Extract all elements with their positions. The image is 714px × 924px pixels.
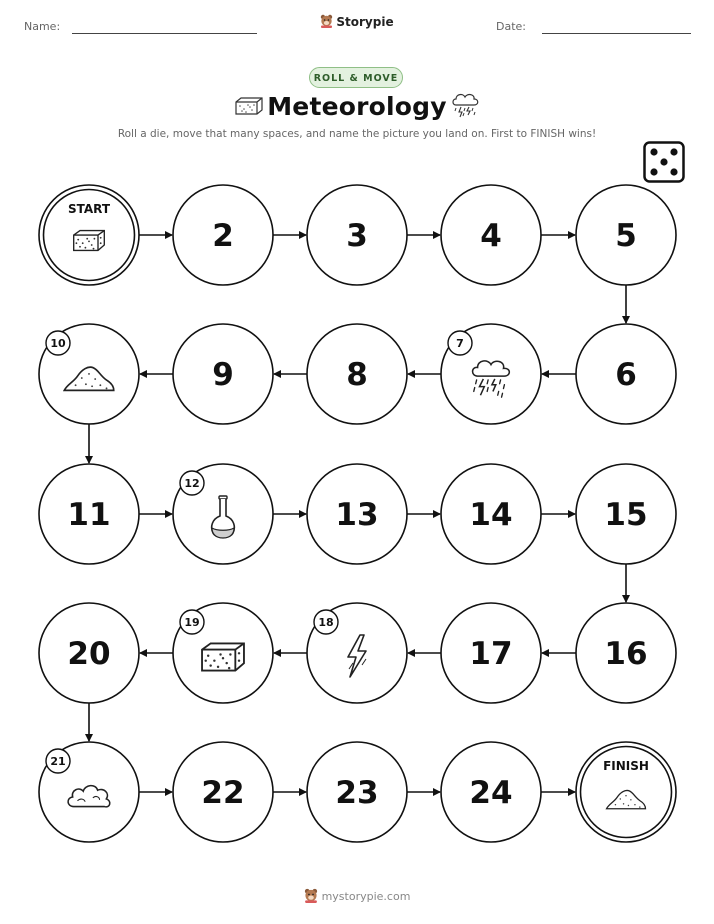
- space-number: 23: [335, 775, 379, 811]
- board-space-19[interactable]: [173, 603, 273, 703]
- game-type-pill: ROLL & MOVE: [309, 67, 403, 88]
- start-label: START: [67, 202, 111, 216]
- sponge-icon: [202, 643, 244, 670]
- space-number: 24: [469, 775, 513, 811]
- space-number: 5: [615, 218, 637, 254]
- name-label: Name:: [24, 20, 61, 33]
- sponge-icon: [74, 231, 105, 251]
- space-number: 16: [604, 636, 648, 672]
- space-number: 7: [456, 337, 464, 350]
- space-number: 22: [201, 775, 245, 811]
- board-space-12[interactable]: [173, 464, 273, 564]
- brand-name: Storypie: [336, 15, 394, 29]
- board-space-1[interactable]: [39, 185, 139, 285]
- board-space-8[interactable]: [307, 324, 407, 424]
- board-space-4[interactable]: [441, 185, 541, 285]
- board-space-13[interactable]: [307, 464, 407, 564]
- board-space-14[interactable]: [441, 464, 541, 564]
- space-number: 3: [346, 218, 368, 254]
- footer-url: mystorypie.com: [321, 890, 411, 903]
- board-space-2[interactable]: [173, 185, 273, 285]
- space-number: 10: [50, 337, 66, 350]
- space-number: 19: [184, 616, 200, 629]
- board-space-15[interactable]: [576, 464, 676, 564]
- board-space-18[interactable]: [307, 603, 407, 703]
- space-number: 8: [346, 357, 368, 393]
- board-space-11[interactable]: [39, 464, 139, 564]
- footer: [0, 888, 714, 906]
- board-space-16[interactable]: [576, 603, 676, 703]
- board-space-6[interactable]: [576, 324, 676, 424]
- board-space-10[interactable]: [39, 324, 139, 424]
- bear-logo-icon: [304, 888, 318, 906]
- space-number: 4: [480, 218, 502, 254]
- space-number: 21: [50, 755, 66, 768]
- space-number: 15: [604, 497, 648, 533]
- space-number: 14: [469, 497, 513, 533]
- date-label: Date:: [496, 20, 526, 33]
- space-number: 17: [469, 636, 513, 672]
- board-space-9[interactable]: [173, 324, 273, 424]
- space-number: 2: [212, 218, 234, 254]
- board-space-3[interactable]: [307, 185, 407, 285]
- board-space-21[interactable]: [39, 742, 139, 842]
- die-icon: [643, 141, 685, 183]
- space-number: 11: [67, 497, 111, 533]
- space-number: 13: [335, 497, 379, 533]
- board-space-7[interactable]: [441, 324, 541, 424]
- instructions-text: Roll a die, move that many spaces, and name the picture you land on. First to FINISH wins!: [117, 128, 597, 140]
- space-number: 18: [318, 616, 334, 629]
- space-number: 9: [212, 357, 234, 393]
- board-space-24[interactable]: [441, 742, 541, 842]
- space-number: 6: [615, 357, 637, 393]
- space-number: 20: [67, 636, 111, 672]
- finish-label: FINISH: [603, 759, 649, 773]
- page-title: Meteorology: [267, 92, 447, 121]
- board-space-20[interactable]: [39, 603, 139, 703]
- space-number: 12: [184, 477, 200, 490]
- board-space-25[interactable]: [576, 742, 676, 842]
- board-space-5[interactable]: [576, 185, 676, 285]
- board-space-22[interactable]: [173, 742, 273, 842]
- board-space-23[interactable]: [307, 742, 407, 842]
- board-space-17[interactable]: [441, 603, 541, 703]
